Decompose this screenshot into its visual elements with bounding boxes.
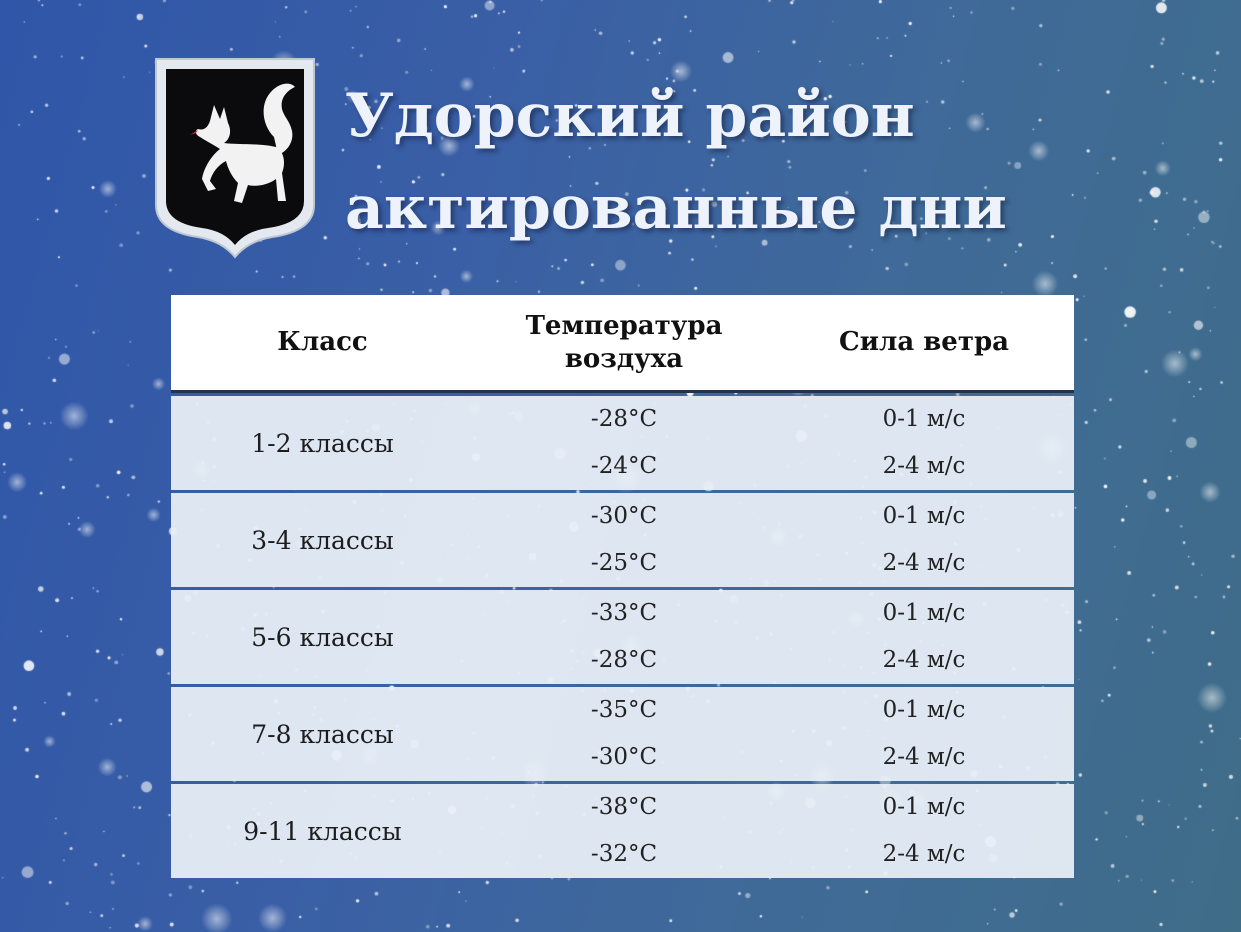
row-temperatures [474,493,774,587]
activated-days-table [171,295,1074,878]
header-wind: Сила ветра [839,327,1009,357]
temperature-value: -24°С [590,453,658,479]
table-row [171,493,1074,587]
header-temperature: Температура воздуха [525,310,723,374]
temperature-value: -28°С [590,406,658,432]
row-winds [774,687,1074,781]
wind-value: 0-1 м/с [882,406,966,432]
wind-value: 2-4 м/с [882,453,966,479]
row-winds [774,396,1074,490]
row-winds [774,784,1074,878]
temperature-value: -32°С [590,841,658,867]
temperature-value: -28°С [590,647,658,673]
fox-coat-of-arms-icon [152,55,318,260]
row-class: 1-2 классы [251,428,394,458]
row-temperatures [474,590,774,684]
temperature-value: -35°С [590,697,658,723]
header-class: Класс [277,327,368,357]
row-temperatures [474,687,774,781]
title-line-1: Удорский район [345,81,915,151]
temperature-value: -25°С [590,550,658,576]
row-class: 9-11 классы [243,816,402,846]
wind-value: 0-1 м/с [882,697,966,723]
row-class: 7-8 классы [251,719,394,749]
wind-value: 2-4 м/с [882,744,966,770]
wind-value: 2-4 м/с [882,841,966,867]
row-temperatures [474,784,774,878]
row-winds [774,590,1074,684]
row-winds [774,493,1074,587]
row-class: 3-4 классы [251,525,394,555]
wind-value: 0-1 м/с [882,794,966,820]
temperature-value: -38°С [590,794,658,820]
table-row [171,784,1074,878]
row-temperatures [474,396,774,490]
table-row [171,590,1074,684]
title-line-2: актированные дни [345,173,1007,243]
table-row [171,687,1074,781]
temperature-value: -33°С [590,600,658,626]
row-class: 5-6 классы [251,622,394,652]
wind-value: 0-1 м/с [882,600,966,626]
wind-value: 2-4 м/с [882,550,966,576]
temperature-value: -30°С [590,744,658,770]
wind-value: 0-1 м/с [882,503,966,529]
table-header [171,295,1074,393]
page-title [345,70,1007,254]
table-row [171,396,1074,490]
temperature-value: -30°С [590,503,658,529]
wind-value: 2-4 м/с [882,647,966,673]
